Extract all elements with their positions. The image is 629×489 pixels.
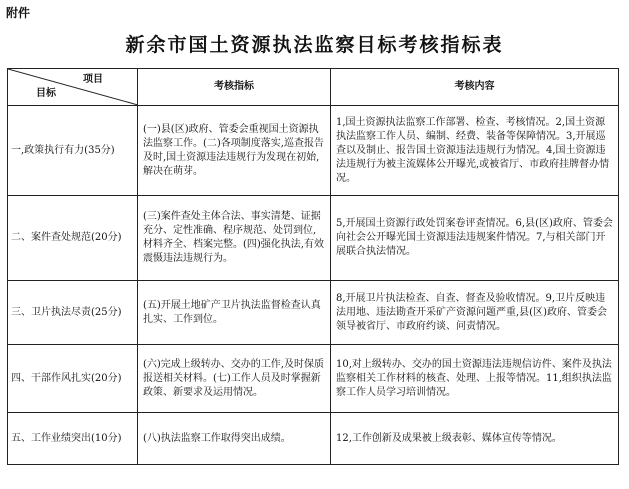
table-row: [8, 413, 619, 465]
table-row: [8, 196, 619, 281]
indicator-cell: (一)县(区)政府、管委会重视国土资源执法监察工作。(二)各项制度落实,巡查报告及时,国土资源违法违规行为发现在初始,解决在萌芽。: [138, 106, 331, 196]
content-cell: 10,对上级转办、交办的国土资源违法违规信访件、案件及执法监察相关工作材料的核查、处理、上报等情况。11,组织执法监察工作人员学习培训情况。: [331, 345, 619, 413]
table-row: [8, 281, 619, 345]
indicator-cell: (六)完成上级转办、交办的工作,及时保质报送相关材料。(七)工作人员及时掌握新政策、新要求及运用情况。: [138, 345, 331, 413]
assessment-table: [7, 68, 619, 465]
goal-cell: 四、干部作风扎实(20分): [8, 345, 138, 413]
content-cell: 12,工作创新及成果被上级表彰、媒体宣传等情况。: [331, 413, 619, 465]
content-cell: 1,国土资源执法监察工作部署、检查、考核情况。2,国土资源执法监察工作人员、编制、经费、装备等保障情况。3,开展巡查以及制止、报告国土资源违法违规行为情况。4,国土资源违法违规行为被主流媒体公开曝光,或被省厅、市政府挂牌督办情况。: [331, 106, 619, 196]
column-header-indicator: 考核指标: [138, 69, 331, 106]
indicator-cell: (五)开展土地矿产卫片执法监督检查认真扎实、工作到位。: [138, 281, 331, 345]
goal-cell: 一,政策执行有力(35分): [8, 106, 138, 196]
goal-cell: 三、卫片执法尽责(25分): [8, 281, 138, 345]
table-row: [8, 345, 619, 413]
content-cell: 5,开展国土资源行政处罚案卷评查情况。6,县(区)政府、管委会向社会公开曝光国土资源违法违规案件情况。7,与相关部门开展联合执法情况。: [331, 196, 619, 281]
table-row: [8, 106, 619, 196]
column-header-content: 考核内容: [331, 69, 619, 106]
goal-cell: 二、案件查处规范(20分): [8, 196, 138, 281]
corner-header-cell: [8, 69, 138, 106]
indicator-cell: (八)执法监察工作取得突出成绩。: [138, 413, 331, 465]
content-cell: 8,开展卫片执法检查、自查、督查及验收情况。9,卫片反映违法用地、违法勘查开采矿产资源问题严重,县(区)政府、管委会领导被省厅、市政府约谈、问责情况。: [331, 281, 619, 345]
indicator-cell: (三)案件查处主体合法、事实清楚、证据充分、定性准确、程序规范、处罚到位,材料齐全、档案完整。(四)强化执法,有效震慑违法违规行为。: [138, 196, 331, 281]
corner-label-item: 项目: [83, 74, 103, 85]
goal-cell: 五、工作业绩突出(10分): [8, 413, 138, 465]
diagonal-divider: [8, 69, 138, 105]
corner-label-goal: 目标: [36, 88, 56, 99]
table-header-row: [8, 69, 619, 106]
page-title: 新余市国土资源执法监察目标考核指标表: [125, 34, 504, 56]
attachment-label: 附件: [6, 6, 31, 20]
